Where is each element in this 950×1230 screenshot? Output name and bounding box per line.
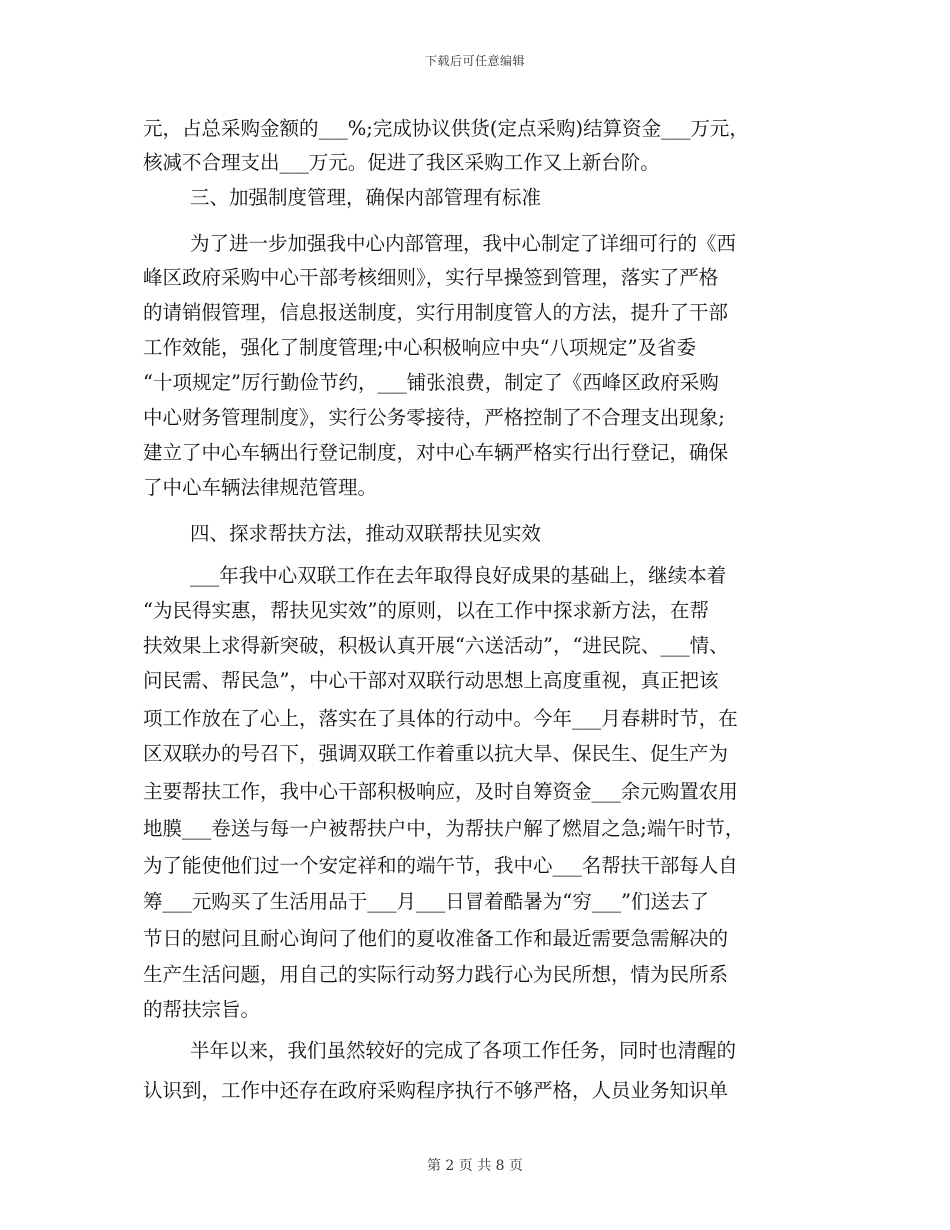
text-line: 为了能使他们过一个安定祥和的端午节，我中心___名帮扶干部每人自 [143,854,738,877]
text-line: 节日的慰问且耐心询问了他们的夏收准备工作和最近需要急需解决的 [143,927,729,950]
text-line: 地膜___卷送与每一户被帮扶户中，为帮扶户解了燃眉之急;端午时节， [143,817,745,840]
text-line: 为了进一步加强我中心内部管理，我中心制定了详细可行的《西 [190,232,737,255]
text-line: 核减不合理支出___万元。促进了我区采购工作又上新台阶。 [143,151,660,174]
section-heading: 三、加强制度管理，确保内部管理有标准 [190,186,542,209]
text-line: 半年以来，我们虽然较好的完成了各项工作任务，同时也清醒的 [190,1039,737,1062]
section-heading: 四、探求帮扶方法，推动双联帮扶见实效 [190,522,542,545]
text-line: 建立了中心车辆出行登记制度，对中心车辆严格实行出行登记，确保 [143,441,729,464]
text-line: 筹___元购买了生活用品于___月___日冒着酷暑为“穷___”们送去了 [143,890,709,913]
text-line: 认识到，工作中还存在政府采购程序执行不够严格，人员业务知识单 [143,1079,729,1102]
text-line: 问民需、帮民急”，中心干部对双联行动思想上高度重视，真正把该 [143,669,719,692]
text-line: ___年我中心双联工作在去年取得良好成果的基础上，继续本着 [190,564,727,587]
text-line: “为民得实惠，帮扶见实效”的原则，以在工作中探求新方法，在帮 [143,599,709,622]
text-line: “十项规定”厉行勤俭节约，___铺张浪费，制定了《西峰区政府采购 [143,371,719,394]
text-line: 了中心车辆法律规范管理。 [143,476,378,499]
text-line: 生产生活问题，用自己的实际行动努力践行心为民所想，情为民所系 [143,963,729,986]
text-line: 峰区政府采购中心干部考核细则》，实行早操签到管理，落实了严格 [143,266,719,289]
text-line: 的请销假管理，信息报送制度，实行用制度管人的方法，提升了干部 [143,301,729,324]
text-line: 扶效果上求得新突破，积极认真开展“六送活动”，“进民院、___情、 [143,634,729,657]
text-line: 元，占总采购金额的___%;完成协议供货(定点采购)结算资金___万元， [143,117,749,140]
text-line: 区双联办的号召下，强调双联工作着重以抗大旱、保民生、促生产为 [143,742,729,765]
page-footer: 第 2 页 共 8 页 [426,1158,524,1174]
text-line: 工作效能，强化了制度管理;中心积极响应中央“八项规定”及省委 [143,336,697,359]
text-line: 项工作放在了心上，落实在了具体的行动中。今年___月春耕时节，在 [143,707,738,730]
text-line: 中心财务管理制度》，实行公务零接待，严格控制了不合理支出现象; [143,406,725,429]
text-line: 主要帮扶工作，我中心干部积极响应，及时自筹资金___余元购置农用 [143,780,738,803]
page-header: 下载后可任意编辑 [424,54,525,68]
text-line: 的帮扶宗旨。 [143,998,261,1021]
